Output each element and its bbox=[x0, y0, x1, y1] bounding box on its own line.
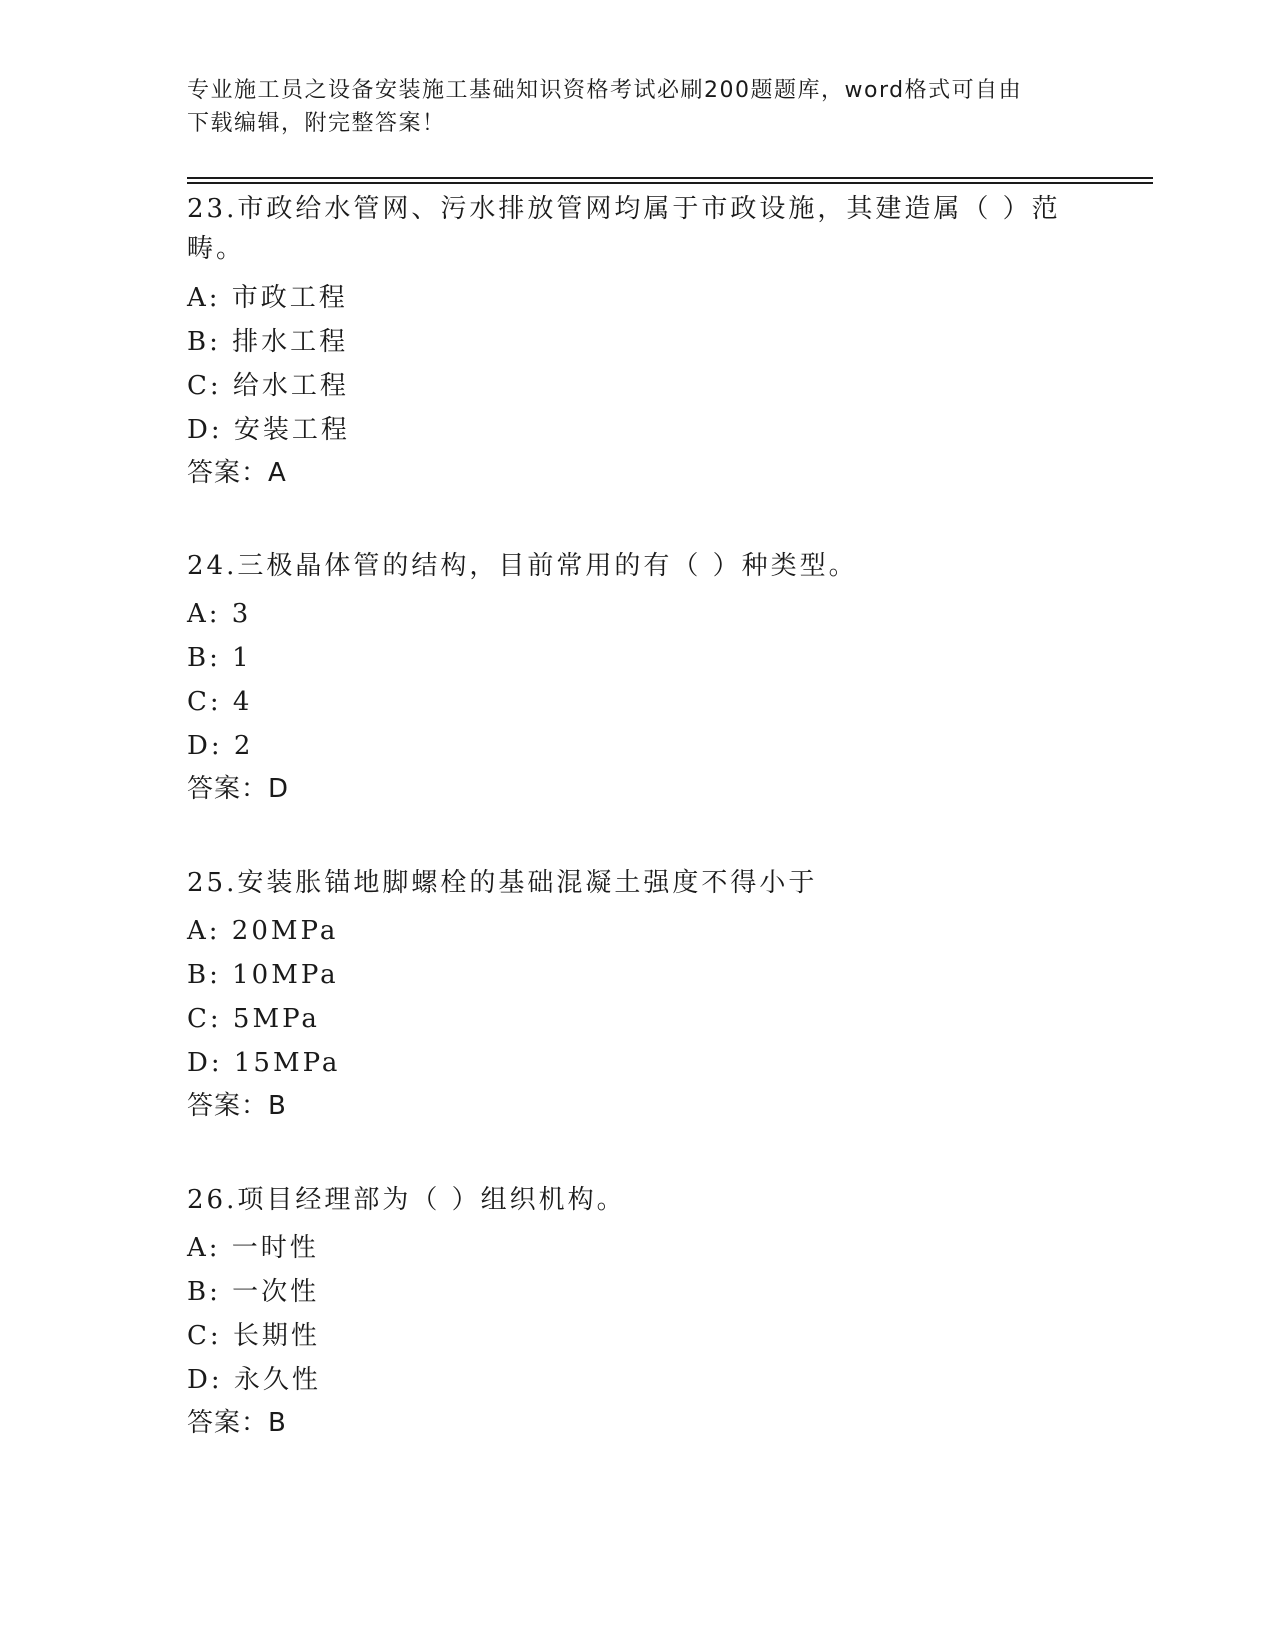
question-stem-line: 25.安装胀锚地脚螺栓的基础混凝土强度不得小于 bbox=[187, 868, 818, 898]
answer-line: 答案：A bbox=[187, 458, 287, 488]
option-b: B: 排水工程 bbox=[187, 327, 349, 357]
answer-line: 答案：D bbox=[187, 774, 290, 804]
option-c: C: 5MPa bbox=[187, 1004, 320, 1034]
option-a: A: 3 bbox=[187, 599, 252, 629]
option-d: D: 安装工程 bbox=[187, 415, 350, 445]
option-c: C: 给水工程 bbox=[187, 371, 349, 401]
question-stem bbox=[187, 1180, 1067, 1220]
option-d: D: 永久性 bbox=[187, 1365, 321, 1395]
header-line-1: 专业施工员之设备安装施工基础知识资格考试必刷200题题库，word格式可自由 bbox=[187, 78, 1023, 103]
question-stem-line: 24.三极晶体管的结构，目前常用的有（ ）种类型。 bbox=[187, 551, 858, 581]
question-stem bbox=[187, 863, 1067, 903]
option-a: A: 20MPa bbox=[187, 916, 339, 946]
answer-line: 答案：B bbox=[187, 1091, 287, 1121]
option-d: D: 2 bbox=[187, 731, 254, 761]
question-stem bbox=[187, 546, 1067, 586]
question-stem-line: 畴。 bbox=[187, 234, 246, 264]
option-b: B: 1 bbox=[187, 643, 252, 673]
header-divider-top bbox=[187, 177, 1153, 179]
option-a: A: 一时性 bbox=[187, 1233, 319, 1263]
option-b: B: 10MPa bbox=[187, 960, 339, 990]
option-c: C: 4 bbox=[187, 687, 253, 717]
option-c: C: 长期性 bbox=[187, 1321, 320, 1351]
header-divider-bottom bbox=[187, 182, 1153, 184]
header-line-2: 下载编辑，附完整答案！ bbox=[187, 111, 446, 136]
question-stem-line: 23.市政给水管网、污水排放管网均属于市政设施，其建造属（ ）范 bbox=[187, 194, 1061, 224]
question-stem bbox=[187, 189, 1067, 269]
option-d: D: 15MPa bbox=[187, 1048, 341, 1078]
question-stem-line: 26.项目经理部为（ ）组织机构。 bbox=[187, 1185, 626, 1215]
answer-line: 答案：B bbox=[187, 1408, 287, 1438]
option-a: A: 市政工程 bbox=[187, 283, 348, 313]
option-b: B: 一次性 bbox=[187, 1277, 320, 1307]
document-header bbox=[187, 74, 1067, 140]
